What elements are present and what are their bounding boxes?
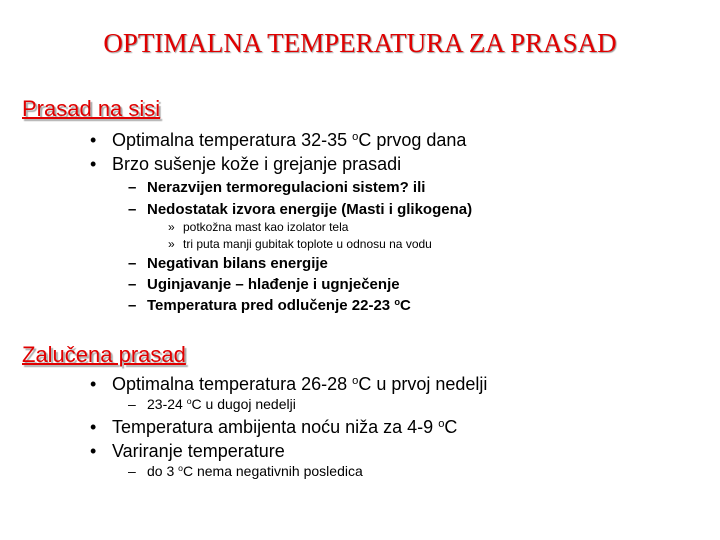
dash-item — [128, 463, 363, 479]
bullet-text-end: C prvog dana — [358, 130, 467, 150]
sub-marker: » — [168, 237, 175, 251]
dash-marker: – — [128, 255, 137, 272]
sub-marker: » — [168, 220, 175, 234]
dash-text: Temperatura pred odlučenje 22-23 — [147, 297, 395, 315]
bullet-marker: • — [90, 417, 97, 437]
slide-title: OPTIMALNA TEMPERATURA ZA PRASAD — [103, 28, 617, 58]
dash-item — [128, 396, 296, 412]
bullet-text: Temperatura ambijenta noću niža za 4-9 — [112, 417, 439, 437]
bullet-text: Optimalna temperatura 26-28 — [112, 374, 353, 394]
dash-text: Uginjavanje – hlađenje i ugnječenje — [147, 276, 400, 293]
dash-text: 23-24 — [147, 396, 187, 412]
dash-marker: – — [128, 297, 137, 314]
dash-marker: – — [128, 463, 136, 479]
bullet-item — [92, 154, 401, 175]
bullet-text: Optimalna temperatura 32-35 — [112, 130, 353, 150]
bullet-item — [92, 417, 457, 438]
dash-marker: – — [128, 179, 137, 196]
degree-sup: o — [186, 396, 192, 407]
degree-sup: o — [178, 463, 183, 474]
sub-text: tri puta manji gubitak toplote u odnosu na vodu — [183, 237, 432, 251]
bullet-item — [92, 441, 285, 462]
dash-text: Nerazvijen termoregulacioni sistem? ili — [147, 179, 426, 196]
bullet-marker: • — [90, 130, 97, 150]
bullet-marker: • — [90, 441, 97, 461]
degree-sup: o — [352, 374, 359, 387]
bullet-text-end: C u prvoj nedelji — [358, 374, 488, 394]
dash-text: Negativan bilans energije — [147, 255, 328, 272]
section-heading-zalucena-prasad: Zalučena prasad — [22, 342, 186, 367]
sub-item — [168, 237, 432, 251]
dash-item — [128, 276, 400, 293]
bullet-marker: • — [90, 374, 97, 394]
dash-item — [128, 297, 411, 314]
dash-marker: – — [128, 201, 137, 218]
dash-text: Nedostatak izvora energije (Masti i glikogena) — [147, 201, 473, 218]
dash-item — [128, 179, 425, 196]
bullet-text: Brzo sušenje kože i grejanje prasadi — [112, 154, 402, 174]
bullet-text: Variranje temperature — [112, 441, 285, 461]
dash-item — [128, 255, 328, 272]
sub-text: potkožna mast kao izolator tela — [183, 220, 349, 234]
dash-text: do 3 — [147, 463, 179, 479]
degree-sup: o — [394, 297, 400, 307]
section-heading-prasad-na-sisi: Prasad na sisi — [22, 96, 161, 121]
bullet-item — [92, 374, 487, 395]
sub-item — [168, 220, 348, 234]
dash-text-end: C u dugoj nedelji — [191, 396, 296, 412]
dash-marker: – — [128, 276, 137, 293]
dash-text-end: C — [400, 297, 411, 315]
dash-marker: – — [128, 396, 136, 412]
bullet-text-end: C — [444, 417, 458, 437]
degree-sup: o — [438, 417, 445, 430]
dash-item — [128, 201, 472, 218]
degree-sup: o — [352, 130, 359, 143]
bullet-item — [92, 130, 466, 151]
bullet-marker: • — [90, 154, 97, 174]
dash-text-end: C nema negativnih posledica — [182, 463, 363, 479]
